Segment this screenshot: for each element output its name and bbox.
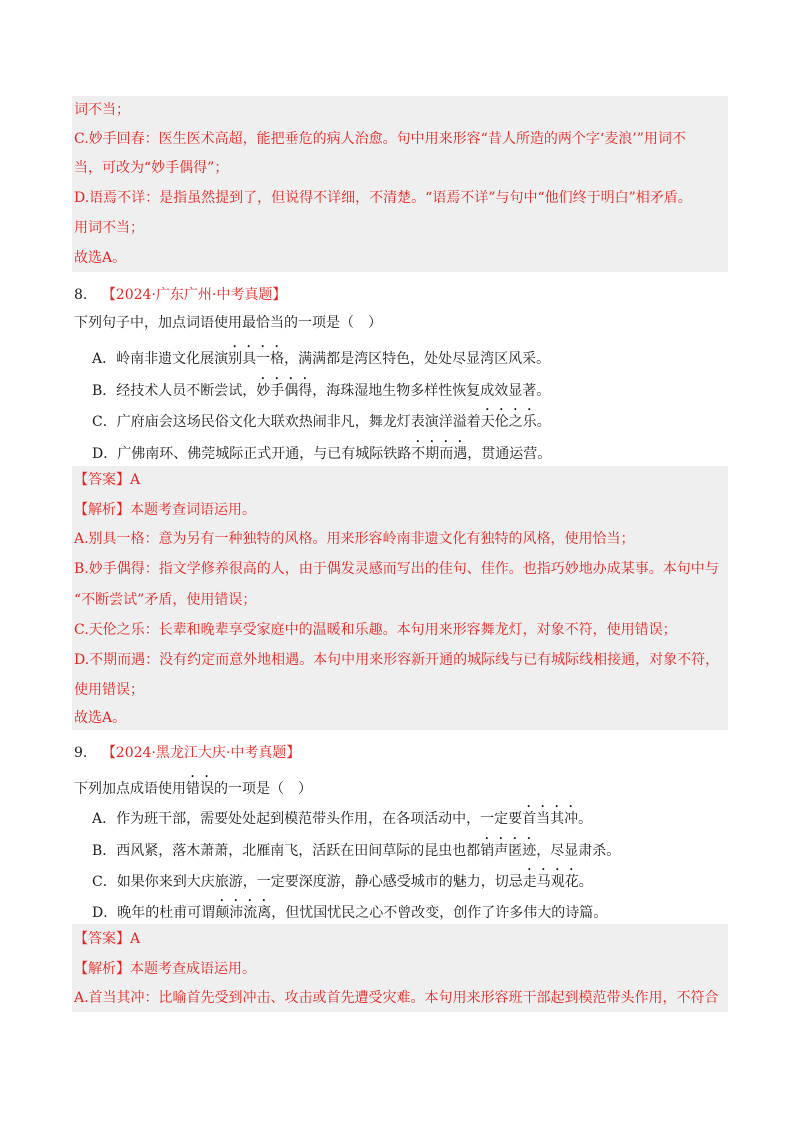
analysis-line: 用词不当； — [74, 220, 144, 236]
analysis-line: 词不当； — [74, 102, 130, 118]
emphasized-phrase: 走马观花 — [522, 874, 579, 890]
question-number: 8. — [74, 287, 88, 303]
answer-label: 【答案】A — [74, 472, 141, 488]
analysis-line: D.语焉不详：是指虽然提到了，但说得不详细，不清楚。“语焉不详”与句中“他们终于明白”相矛盾。 — [74, 190, 692, 206]
option-b: B．经技术人员不断尝试，妙手偶得，海珠湿地生物多样性恢复成效显著。 — [92, 383, 551, 399]
analysis-line: 【解析】本题考查词语运用。 — [74, 502, 256, 518]
analysis-line: A.首当其冲：比喻首先受到冲击、攻击或首先遭受灾难。本句用来形容班干部起到模范带头作用，不符合 — [74, 990, 719, 1006]
question-stem: 下列加点成语使用错误的一项是（ ） — [74, 781, 312, 797]
question-header — [74, 285, 286, 305]
emphasized-phrase: 天伦之乐 — [480, 414, 537, 430]
emphasized-phrase: 别具一格 — [228, 351, 285, 367]
question-header — [74, 743, 300, 763]
answer-label: 【答案】A — [74, 931, 141, 947]
analysis-line: A.别具一格：意为另有一种独特的风格。用来形容岭南非遗文化有独特的风格，使用恰当； — [74, 531, 635, 547]
option-c: C．如果你来到大庆旅游，一定要深度游，静心感受城市的魅力，切忌走马观花。 — [92, 874, 593, 890]
analysis-line: B.妙手偶得：指文学修养很高的人，由于偶发灵感而写出的佳句、佳作。也指巧妙地办成某事。本句中与 — [74, 561, 719, 577]
analysis-line: 【解析】本题考查成语运用。 — [74, 961, 256, 977]
analysis-line: 使用错误； — [74, 682, 144, 698]
emphasized-phrase: 颠沛流离 — [215, 905, 272, 921]
question-source: 【2024·黑龙江大庆·中考真题】 — [101, 745, 301, 761]
emphasized-word: 错误 — [186, 781, 214, 797]
option-a: A．作为班干部，需要处处起到模范带头作用，在各项活动中，一定要首当其冲。 — [92, 811, 593, 827]
analysis-line: 当，可改为“妙手偶得”； — [74, 160, 229, 176]
question-stem: 下列句子中，加点词语使用最恰当的一项是（ ） — [74, 315, 382, 331]
option-c: C．广府庙会这场民俗文化大联欢热闹非凡，舞龙灯表演洋溢着天伦之乐。 — [92, 414, 551, 430]
option-d: D．晚年的杜甫可谓颠沛流离，但忧国忧民之心不曾改变，创作了许多伟大的诗篇。 — [92, 905, 608, 921]
analysis-line: C.妙手回春：医生医术高超，能把垂危的病人治愈。句中用来形容“昔人所造的两个字‘麦浪’”用词不 — [74, 131, 686, 147]
emphasized-phrase: 销声匿迹 — [480, 843, 537, 859]
analysis-box-1 — [72, 96, 728, 272]
question-source: 【2024·广东广州·中考真题】 — [101, 287, 287, 303]
emphasized-phrase: 妙手偶得 — [256, 383, 313, 399]
analysis-line: C.天伦之乐：长辈和晚辈享受家庭中的温暖和乐趣。本句用来形容舞龙灯，对象不符，使用错误； — [74, 622, 677, 638]
analysis-line: 故选A。 — [74, 710, 127, 726]
question-number: 9. — [74, 745, 88, 761]
emphasized-phrase: 首当其冲 — [522, 811, 579, 827]
analysis-line: “不断尝试”矛盾，使用错误； — [74, 592, 257, 608]
analysis-line: 故选A。 — [74, 250, 127, 266]
option-d: D．广佛南环、佛莞城际正式开通，与已有城际铁路不期而遇，贯通运营。 — [92, 446, 552, 462]
option-b: B．西风紧，落木萧萧，北雁南飞，活跃在田间草际的昆虫也都销声匿迹，尽显肃杀。 — [92, 843, 621, 859]
analysis-line: D.不期而遇：没有约定而意外地相遇。本句中用来形容新开通的城际线与已有城际线相接通，对象不符， — [74, 652, 720, 668]
option-a: A．岭南非遗文化展演别具一格，满满都是湾区特色，处处尽显湾区风采。 — [92, 351, 551, 367]
emphasized-phrase: 不期而遇 — [411, 446, 468, 462]
